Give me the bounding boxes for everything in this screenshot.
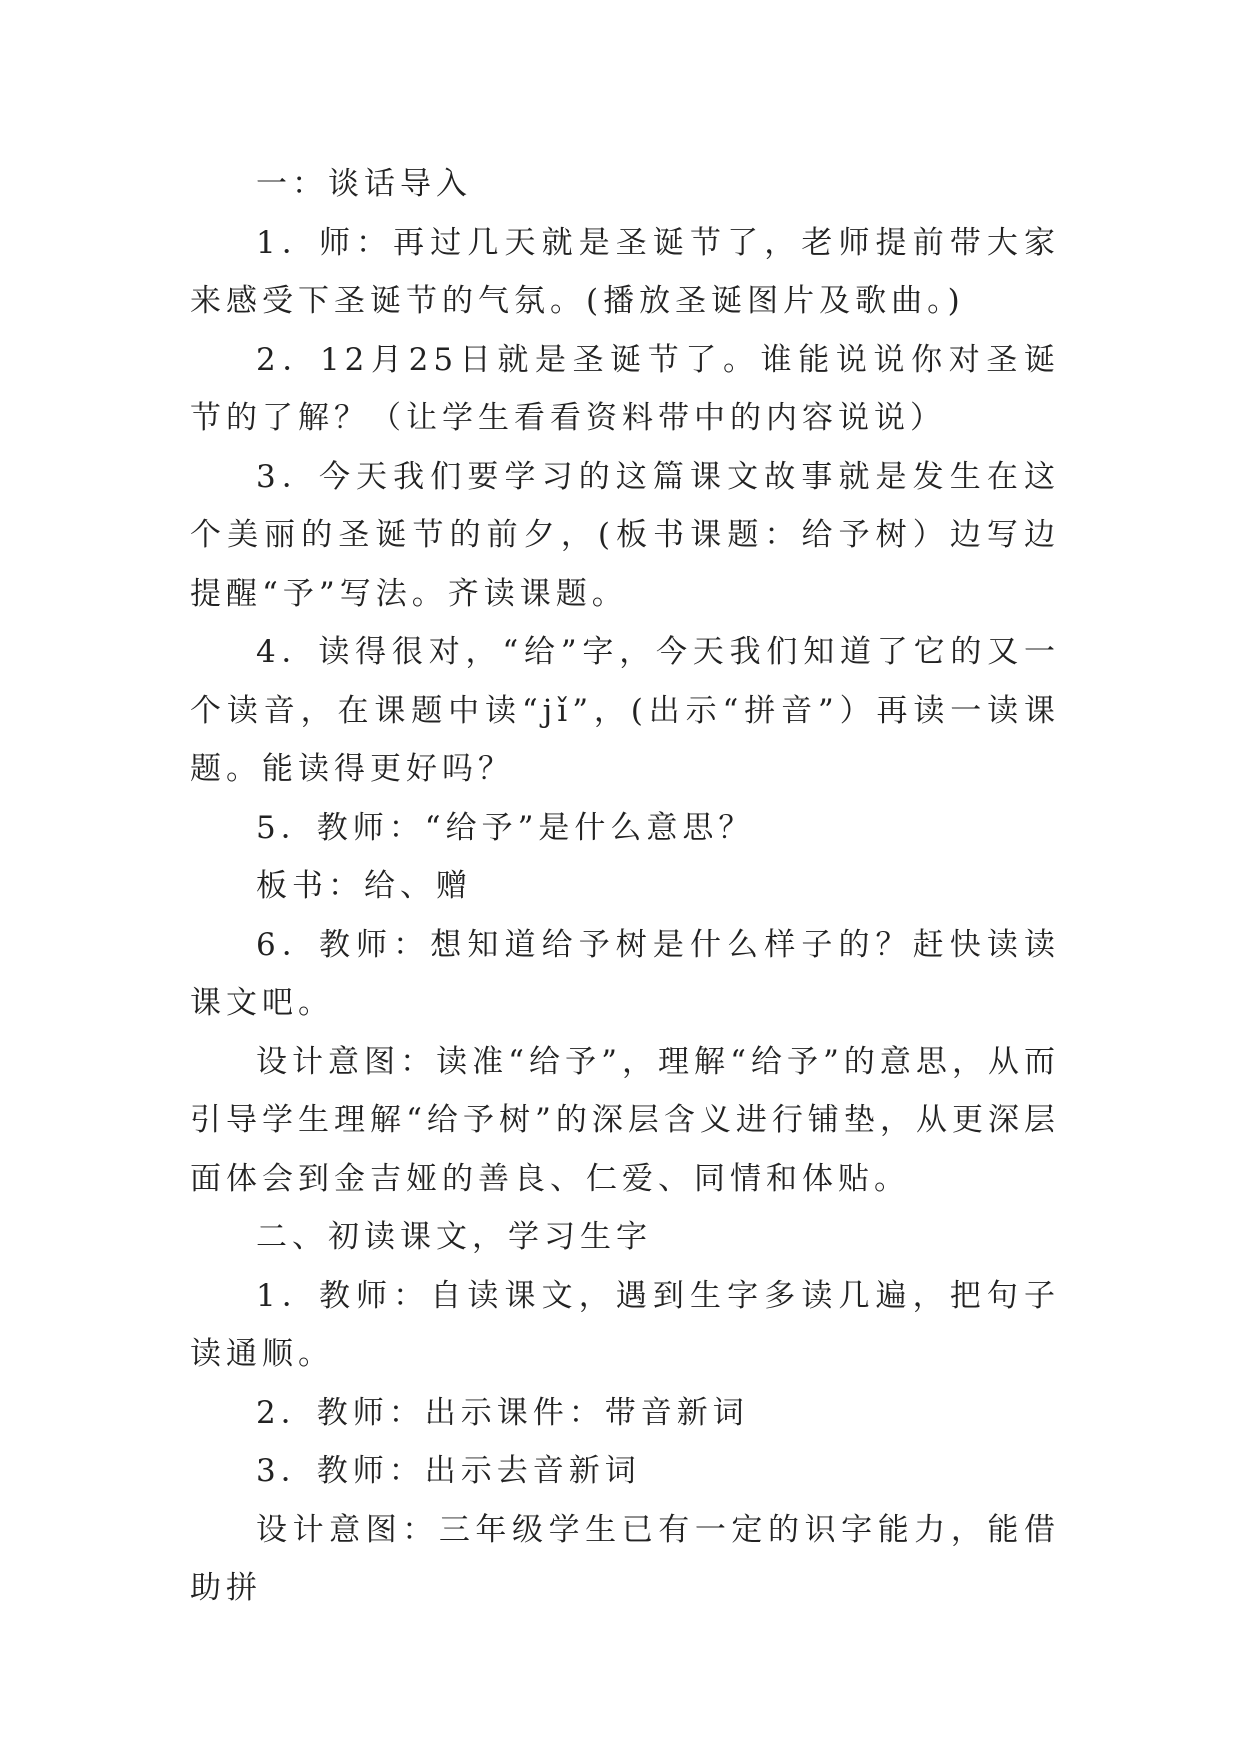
paragraph-step-5: 5．教师：“给予”是什么意思？ <box>256 809 755 846</box>
paragraph-section-heading-1: 一：谈话导入 <box>256 166 472 202</box>
paragraph-step-1: 1．师：再过几天就是圣诞节了，老师提前带大家来感受下圣诞节的气氛。(播放圣诞图片及歌曲。) <box>190 224 1060 319</box>
paragraph-blackboard-note: 板书：给、赠 <box>256 868 472 904</box>
paragraph-step-4: 4．读得很对，“给”字，今天我们知道了它的又一个读音，在课题中读“jǐ”，(出示“拼音”）再读一读课题。能读得更好吗？ <box>190 634 1060 787</box>
paragraph-step-3: 3．今天我们要学习的这篇课文故事就是发生在这个美丽的圣诞节的前夕，(板书课题：给予树）边写边提醒“予”写法。齐读课题。 <box>190 458 1060 612</box>
paragraph-step-2-1: 1．教师：自读课文，遇到生字多读几遍，把句子读通顺。 <box>190 1277 1060 1372</box>
paragraph-design-intent-2: 设计意图：三年级学生已有一定的识字能力，能借助拼 <box>190 1511 1060 1606</box>
paragraph-step-2: 2．12月25日就是圣诞节了。谁能说说你对圣诞节的了解？（让学生看看资料带中的内容说说） <box>190 341 1060 436</box>
paragraph-section-heading-2: 二、初读课文，学习生字 <box>256 1219 652 1255</box>
paragraph-step-6: 6．教师：想知道给予树是什么样子的？赶快读读课文吧。 <box>190 926 1060 1021</box>
paragraph-step-2-2: 2．教师：出示课件：带音新词 <box>256 1394 749 1431</box>
document-body <box>190 155 1060 1618</box>
paragraph-design-intent-1: 设计意图：读准“给予”，理解“给予”的意思，从而引导学生理解“给予树”的深层含义进行铺垫，从更深层面体会到金吉娅的善良、仁爱、同情和体贴。 <box>190 1043 1060 1197</box>
paragraph-step-2-3: 3．教师：出示去音新词 <box>256 1453 641 1489</box>
